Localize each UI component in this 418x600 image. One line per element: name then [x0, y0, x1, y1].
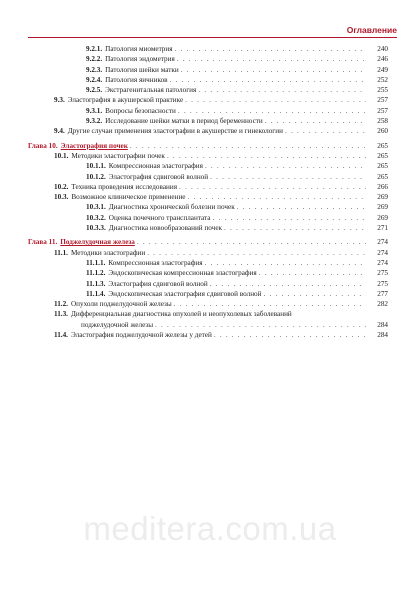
toc-leader-dots: [210, 172, 366, 182]
toc-page-number: 269: [377, 193, 388, 202]
toc-page-number: 275: [377, 269, 388, 278]
toc-chapter-row[interactable]: [28, 141, 388, 151]
toc-chapter-row[interactable]: [28, 237, 388, 247]
toc-entry-number: 11.1.1.: [86, 258, 106, 267]
toc-entry-row[interactable]: [28, 192, 388, 202]
toc-entry-title: Эластография сдвиговой волной: [108, 172, 209, 181]
toc-page-number: 249: [377, 65, 388, 74]
toc-entry-title: Патология эндометрия: [105, 55, 175, 64]
toc-entry-title: Другие случаи применения эластографии в акушерстве и гинекологии: [67, 127, 283, 136]
toc-entry-number: 11.1.4.: [86, 289, 106, 298]
toc-entry-number: 10.1.: [54, 151, 69, 160]
toc-leader-dots: [137, 237, 366, 247]
toc-entry-row[interactable]: [28, 54, 388, 64]
toc-page-number: 284: [377, 320, 388, 329]
toc-entry-number: 10.1.2.: [86, 172, 106, 181]
toc-leader-dots: [130, 141, 366, 151]
toc-leader-dots: [178, 106, 366, 116]
toc-entry-title: Эластография сдвиговой волной: [108, 279, 208, 288]
running-header-title: Оглавление: [346, 25, 397, 35]
toc-page-number: 284: [377, 331, 388, 340]
toc-leader-dots: [187, 192, 366, 202]
toc-page-number: 265: [377, 162, 388, 171]
toc-entry-title: Эластография почек: [60, 141, 128, 150]
toc-entry-row[interactable]: [28, 75, 388, 85]
toc-entry-title: Диагностика хронической болезни почек: [108, 203, 235, 212]
toc-entry-title: Эластография в акушерской практике: [67, 96, 184, 105]
toc-entry-row[interactable]: [28, 202, 388, 212]
toc-page-number: 274: [377, 248, 388, 257]
toc-entry-number: 9.4.: [54, 127, 65, 136]
toc-leader-dots: [177, 54, 366, 64]
toc-leader-dots: [155, 320, 366, 330]
toc-entry-row[interactable]: [28, 320, 388, 330]
toc-leader-dots: [214, 330, 366, 340]
toc-page-number: 269: [377, 213, 388, 222]
toc-page-number: 277: [377, 289, 388, 298]
toc-entry-title: Патология шейки матки: [105, 65, 179, 74]
toc-entry-row[interactable]: [28, 151, 388, 161]
toc-entry-number: 11.3.: [54, 310, 68, 319]
toc-page-number: 265: [377, 151, 388, 160]
toc-entry-number: 9.2.5.: [86, 86, 103, 95]
toc-entry-row[interactable]: [28, 44, 388, 54]
toc-entry-number: 9.2.3.: [86, 65, 103, 74]
toc-entry-number: 11.1.2.: [86, 269, 106, 278]
toc-entry-row[interactable]: [28, 126, 388, 136]
toc-page-number: 246: [377, 55, 388, 64]
toc-entry-row[interactable]: [28, 299, 388, 309]
toc-entry-title: Методики эластографии почек: [71, 151, 165, 160]
toc-entry-number: 11.1.: [54, 248, 68, 257]
toc-entry-title: Диагностика новообразований почек: [108, 224, 222, 233]
toc-leader-dots: [170, 75, 366, 85]
toc-leader-dots: [237, 202, 366, 212]
toc-page-number: 260: [377, 127, 388, 136]
toc-entry-row[interactable]: [28, 268, 388, 278]
toc-entry-number: 11.2.: [54, 300, 68, 309]
toc-leader-dots: [259, 268, 366, 278]
toc-leader-dots: [167, 151, 366, 161]
toc-page-number: 275: [377, 279, 388, 288]
toc-entry-row[interactable]: [28, 85, 388, 95]
toc-entry-title: Эндоскопическая эластография сдвиговой волной: [108, 289, 262, 298]
header-divider: [28, 37, 397, 38]
toc-entry-title: Эластография поджелудочной железы у детей: [70, 331, 212, 340]
toc-entry-row[interactable]: [28, 289, 388, 299]
toc-leader-dots: [185, 95, 366, 105]
toc-page-number: 257: [377, 106, 388, 115]
toc-entry-number: 10.3.2.: [86, 213, 106, 222]
toc-leader-dots: [264, 289, 367, 299]
toc-leader-dots: [205, 161, 366, 171]
toc-entry-title: Методики эластографии: [70, 248, 146, 257]
toc-entry-title: Компрессионная эластография: [108, 258, 203, 267]
toc-page-number: 271: [377, 224, 388, 233]
toc-page-number: 274: [377, 258, 388, 267]
toc-entry-title: Патология миометрия: [105, 45, 173, 53]
toc-entry-title: Экстрагенитальная патология: [105, 86, 197, 95]
toc-page-number: 266: [377, 182, 388, 191]
toc-leader-dots: [174, 299, 366, 309]
toc-entry-title: Поджелудочная железа: [60, 238, 135, 247]
toc-entry-number: 10.3.1.: [86, 203, 106, 212]
toc-entry-number: 10.1.1.: [86, 162, 106, 171]
toc-entry-title: Опухоли поджелудочной железы: [70, 300, 172, 309]
toc-entry-row[interactable]: [28, 223, 388, 233]
toc-entry-title: поджелудочной железы: [81, 320, 154, 329]
toc-entry-number: Глава 10.: [28, 141, 58, 150]
toc-entry-row[interactable]: [28, 172, 388, 182]
toc-leader-dots: [265, 116, 366, 126]
toc-leader-dots: [147, 248, 366, 258]
toc-page-number: 274: [377, 238, 388, 247]
toc-leader-dots: [179, 182, 366, 192]
toc-entry-number: 9.3.1.: [86, 106, 103, 115]
toc-entry-number: 10.2.: [54, 182, 69, 191]
toc-entry-number: Глава 11.: [28, 238, 58, 247]
toc-page-number: 255: [377, 86, 388, 95]
toc-entry-title: Оценка почечного трансплантата: [108, 213, 211, 222]
toc-entry-title: Техника проведения исследования: [71, 182, 178, 191]
toc-entry-row[interactable]: [28, 309, 388, 319]
toc-entry-row[interactable]: [28, 161, 388, 171]
toc-entry-number: 9.3.: [54, 96, 65, 105]
toc-entry-number: 10.3.3.: [86, 224, 106, 233]
toc-entry-row[interactable]: [28, 330, 388, 340]
table-of-contents: [28, 44, 388, 340]
toc-leader-dots: [205, 258, 366, 268]
toc-entry-title: Компрессионная эластография: [108, 162, 203, 171]
toc-entry-title: Вопросы безопасности: [105, 106, 176, 115]
toc-entry-row[interactable]: [28, 248, 388, 258]
toc-entry-title: Дифференциальная диагностика опухолей и неопухолевых заболеваний: [70, 310, 292, 319]
toc-entry-title: Патология яичников: [105, 75, 168, 84]
toc-entry-number: 10.3.: [54, 193, 69, 202]
toc-entry-title: Возможное клиническое применение: [71, 193, 186, 202]
toc-leader-dots: [210, 279, 366, 289]
toc-entry-title: Исследование шейки матки в период беременности: [105, 117, 263, 126]
toc-leader-dots: [175, 44, 366, 54]
toc-entry-row[interactable]: [28, 116, 388, 126]
toc-entry-row[interactable]: [28, 213, 388, 223]
toc-entry-number: 11.1.3.: [86, 279, 106, 288]
toc-page-number: 252: [377, 75, 388, 84]
toc-leader-dots: [198, 85, 366, 95]
toc-entry-row[interactable]: [28, 182, 388, 192]
toc-page-number: 265: [377, 172, 388, 181]
toc-leader-dots: [212, 213, 366, 223]
toc-entry-number: 9.3.2.: [86, 117, 103, 126]
toc-page-number: 258: [377, 117, 388, 126]
toc-entry-number: 9.2.4.: [86, 75, 103, 84]
toc-page-number: 269: [377, 203, 388, 212]
toc-entry-row[interactable]: [28, 279, 388, 289]
toc-entry-number: 9.2.1.: [86, 45, 103, 53]
toc-page-number: 257: [377, 96, 388, 105]
toc-entry-title: Эндоскопическая компрессионная эластография: [108, 269, 257, 278]
toc-page-number: 282: [377, 300, 388, 309]
toc-entry-row[interactable]: [28, 106, 388, 116]
watermark: meditera.com.ua: [83, 510, 337, 547]
toc-leader-dots: [224, 223, 366, 233]
toc-entry-row[interactable]: [28, 65, 388, 75]
toc-page-number: 265: [377, 141, 388, 150]
toc-entry-row[interactable]: [28, 95, 388, 105]
toc-entry-number: 11.4.: [54, 331, 68, 340]
toc-page-number: 240: [377, 45, 388, 53]
toc-entry-row[interactable]: [28, 258, 388, 268]
toc-leader-dots: [181, 65, 366, 75]
toc-leader-dots: [285, 126, 366, 136]
toc-entry-number: 9.2.2.: [86, 55, 103, 64]
